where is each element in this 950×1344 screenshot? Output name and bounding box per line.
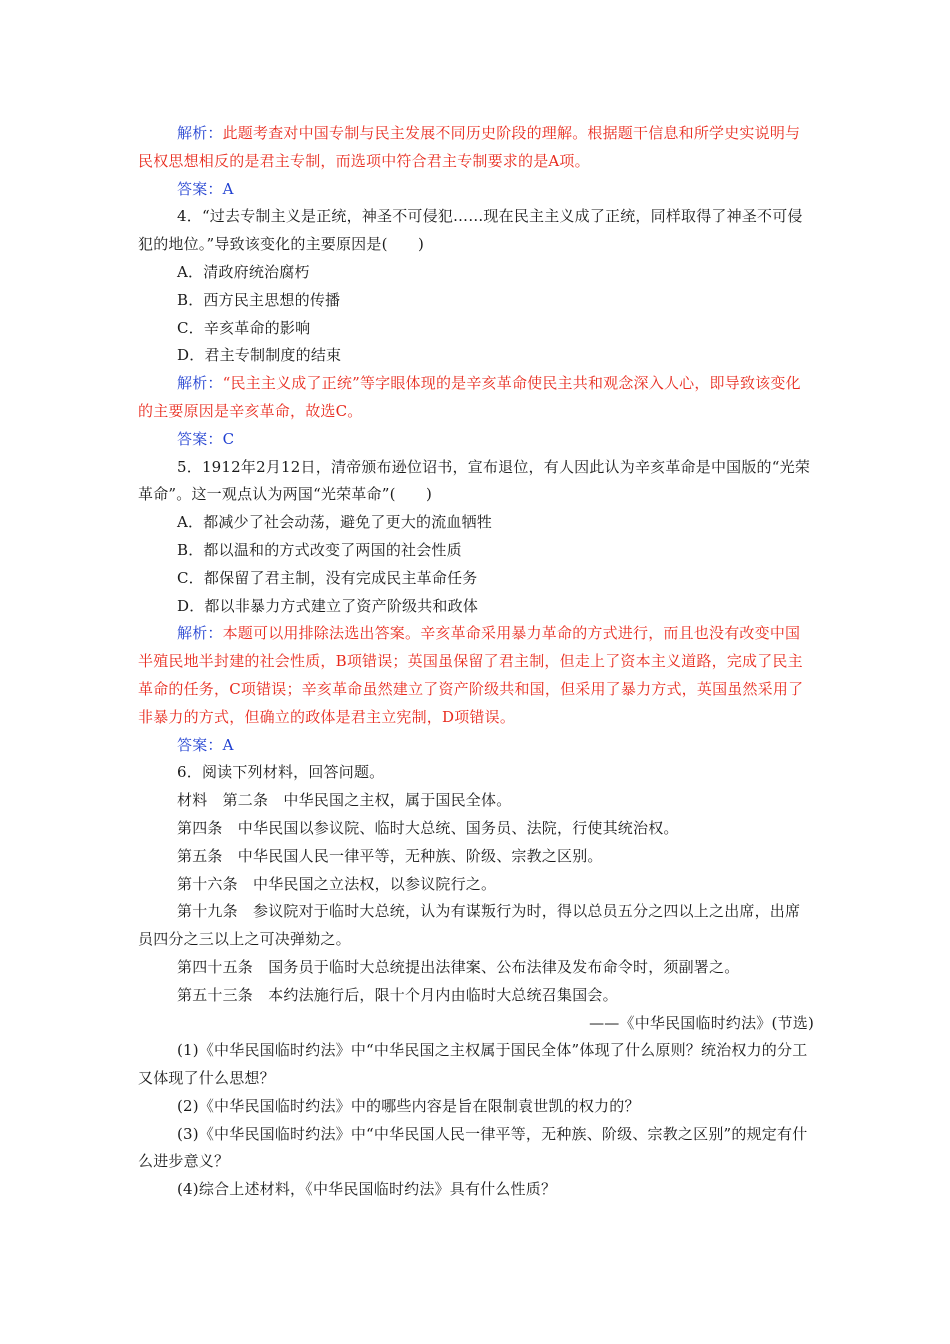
q4-option-d: D．君主专制制度的结束 (177, 346, 342, 365)
q5-answer-label: 答案： (177, 735, 223, 754)
analysis-label: 解析： (177, 124, 223, 142)
q5-option-d: D．都以非暴力方式建立了资产阶级共和政体 (177, 596, 479, 615)
answer-label: 答案： (177, 179, 223, 198)
q5-analysis-text: 本题可以用排除法选出答案。辛亥革命采用暴力革命的方式进行，而且也没有改变中国半殖民地半封建的社会性质，B项错误；英国虽保留了君主制，但走上了资本主义道路，完成了民主革命的任务，C项错误；辛亥革命虽然建立了资产阶级共和国，但采用了暴力方式，英国虽然采用了非暴力的方式，但确立的政体是君主立宪制，D项错误。 (138, 624, 804, 726)
material-line: 第四条 中华民国以参议院、临时大总统、国务员、法院，行使其统治权。 (177, 818, 679, 837)
q5-option-a: A．都减少了社会动荡，避免了更大的流血牺牲 (177, 513, 493, 532)
q4-answer-value: C (222, 429, 235, 448)
sub-question-1: (1)《中华民国临时约法》中“中华民国之主权属于国民全体”体现了什么原则？统治权力的分工又体现了什么思想？ (138, 1041, 808, 1088)
q5-analysis-label: 解析： (177, 624, 223, 643)
material-line: 第五十三条 本约法施行后，限十个月内由临时大总统召集国会。 (177, 985, 618, 1004)
q5-analysis-paragraph (138, 620, 814, 731)
analysis-text: 此题考查对中国专制与民主发展不同历史阶段的理解。根据题干信息和所学史实说明与民权思想相反的是君主专制，而选项中符合君主专制要求的是A项。 (138, 124, 801, 170)
document-body (138, 120, 814, 1204)
material-line: 第四十五条 国务员于临时大总统提出法律案、公布法律及发布命令时，须副署之。 (177, 957, 740, 976)
answer-value: A (222, 179, 234, 198)
q5-answer-value: A (222, 735, 234, 754)
q4-option-b: B．西方民主思想的传播 (177, 290, 341, 309)
question-6-stem: 6．阅读下列材料，回答问题。 (177, 763, 385, 782)
sub-question-3: (3)《中华民国临时约法》中“中华民国人民一律平等，无种族、阶级、宗教之区别”的规定有什么进步意义？ (138, 1124, 808, 1171)
analysis-paragraph (138, 120, 814, 176)
q4-analysis-label: 解析： (177, 374, 223, 393)
q4-answer-label: 答案： (177, 429, 223, 448)
q5-answer-line (138, 732, 814, 760)
q4-option-a: A．清政府统治腐朽 (177, 262, 310, 281)
material-line: 第五条 中华民国人民一律平等，无种族、阶级、宗教之区别。 (177, 846, 603, 865)
q5-option-b: B．都以温和的方式改变了两国的社会性质 (177, 540, 462, 559)
material-line: 第十六条 中华民国之立法权，以参议院行之。 (177, 874, 497, 893)
material-line: 材料 第二条 中华民国之主权，属于国民全体。 (177, 791, 512, 810)
material-source: ——《中华民国临时约法》(节选) (589, 1013, 814, 1032)
q4-answer-line (138, 426, 814, 454)
material-line: 第十九条 参议院对于临时大总统，认为有谋叛行为时，得以总员五分之四以上之出席，出席员四分之三以上之可决弹劾之。 (138, 902, 801, 949)
question-4-stem: 4．“过去专制主义是正统，神圣不可侵犯……现在民主主义成了正统，同样取得了神圣不可侵犯的地位。”导致该变化的主要原因是( ) (138, 207, 803, 254)
sub-question-4: (4)综合上述材料，《中华民国临时约法》具有什么性质？ (177, 1180, 557, 1199)
q4-option-c: C．辛亥革命的影响 (177, 318, 311, 337)
question-5-stem: 5．1912年2月12日，清帝颁布逊位诏书，宣布退位，有人因此认为辛亥革命是中国版的“光荣革命”。这一观点认为两国“光荣革命”( ) (138, 457, 811, 504)
q5-option-c: C．都保留了君主制，没有完成民主革命任务 (177, 568, 478, 587)
q4-analysis-paragraph (138, 370, 814, 426)
sub-question-2: (2)《中华民国临时约法》中的哪些内容是旨在限制袁世凯的权力的？ (177, 1096, 640, 1115)
q4-analysis-text: “民主主义成了正统”等字眼体现的是辛亥革命使民主共和观念深入人心，即导致该变化的主要原因是辛亥革命，故选C。 (138, 374, 801, 420)
answer-line (138, 176, 814, 204)
